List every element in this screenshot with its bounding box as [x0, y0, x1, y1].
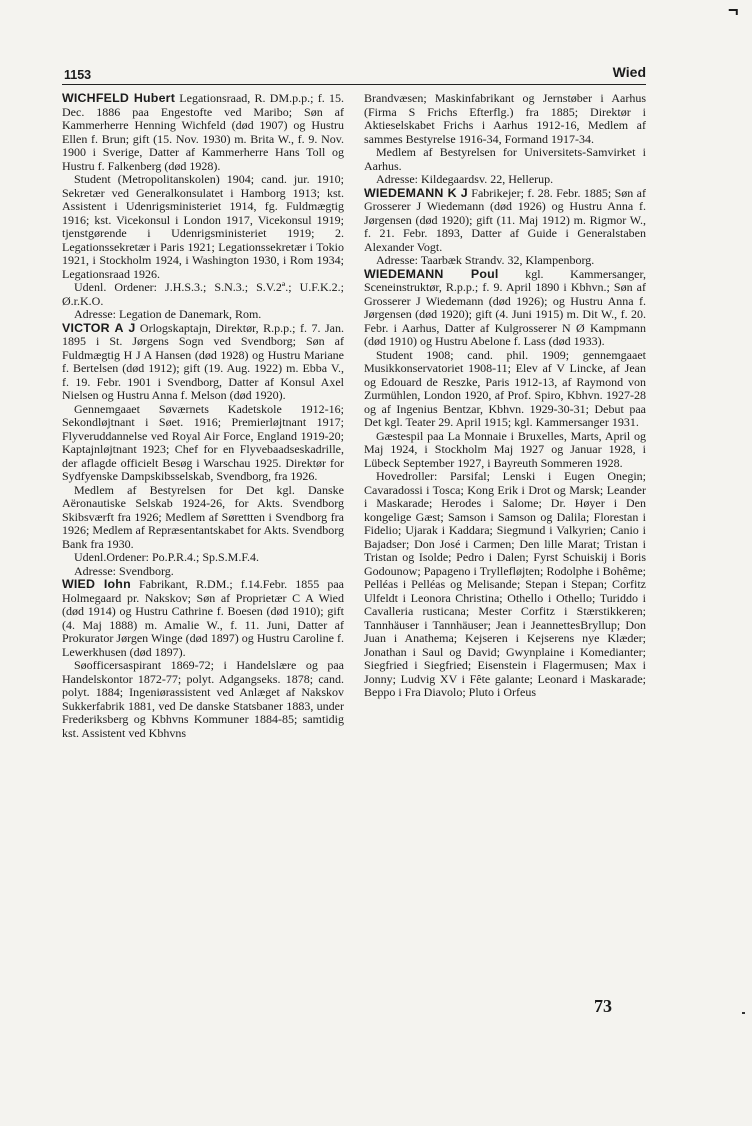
- entry-text: Adresse: Taarbæk Strandv. 32, Klampenborg.: [376, 253, 595, 267]
- entry-text: kgl. Kammersanger, Sceneinstruktør, R.p.p.; f. 9. April 1890 i Kbhvn.; Søn af Grosserer J Wiedemann (død 1926); og Hustru Anna f. Jørgensen (død 1920); gift (4. Juni 1915) m. Dit W., f. 20. Febr. i Aarhus, Datter af Kulgrosserer N Ø Kampmann (død 1910) og Hustru Abelone f. Lass (død 1933).: [364, 266, 646, 348]
- entry-text: Adresse: Kildegaardsv. 22, Hellerup.: [376, 172, 554, 186]
- entry-headword: WIEDEMANN K J: [364, 185, 468, 200]
- entry-text: Udenl.Ordener: Po.P.R.4.; Sp.S.M.F.4.: [74, 550, 260, 564]
- entry-intro: [364, 268, 646, 349]
- entry-paragraph: [364, 430, 646, 471]
- entry-text: Adresse: Svendborg.: [74, 563, 174, 578]
- entry-headword: WIEDEMANN Poul: [364, 266, 499, 281]
- print-speck: [742, 1012, 745, 1014]
- entry-text: Gæstespil paa La Monnaie i Bruxelles, Marts, April og Maj 1924, i Stockholm Maj 1927 og Januar 1928, i Lübeck September 1927, i Bayreuth Sommeren 1928.: [364, 428, 646, 470]
- entry-intro: [62, 578, 344, 659]
- directory-entry: [62, 322, 344, 579]
- entry-intro: [364, 92, 646, 146]
- entry-text: Student (Metropolitanskolen) 1904; cand. jur. 1910; Sekretær ved Generalkonsulatet i Hamborg 1913; kst. Assistent i Udenrigsministeriet 1914, fg. Fuldmægtig 1916; kst. Vicekonsul i London 1917, Vicekonsul 1919; tjenstgørende i Udenrigsministeriet 1919; 2. Legationssekretær i Paris 1921; Legationssekretær i Tokio 1921, i Stockholm 1924, i Washington 1930, i Rom 1934; Legationsraad 1926.: [62, 172, 344, 281]
- entry-text: Udenl. Ordener: J.H.S.3.; S.N.3.; S.V.2ª.; U.F.K.2.; Ø.r.K.O.: [62, 280, 344, 308]
- header-rule: [62, 84, 646, 85]
- running-head: Wied: [612, 64, 646, 80]
- entry-paragraph: [62, 659, 344, 740]
- directory-entry: [364, 92, 646, 187]
- entry-paragraph: [364, 470, 646, 700]
- entry-text: Adresse: Legation de Danemark, Rom.: [74, 307, 262, 321]
- corner-mark: ¬: [728, 0, 739, 20]
- directory-entry: [62, 578, 344, 740]
- entry-paragraph: [62, 484, 344, 552]
- entry-text: Hovedroller: Parsifal; Lenski i Eugen Onegin; Cavaradossi i Tosca; Kong Erik i Drot og Marsk; Leander i Maskarade; Herodes i Salome; Dr. Høyer i Den kongelige Gæst; Samson i Samson og Dalila; Florestan i Fidelio; Ujarak i Kaddara; Siegmund i Valkyrien; Canio i Bajadser; Don José i Carmen; Den lille Marat; Tristan i Tristan og Isolde; Pedro i Dalen; Fyrst Schuiskij i Boris Godounow; Papageno i Tryllefløjten; Rodolphe i Bohême; Pelléas i Pelléas og Melisande; Stepan i Stepan; Corfitz Ulfeldt i Leonora Christina; Othello i Othello; Turiddo i Cavalleria rusticana; Mester Corfitz i Stærstikkeren; Tannhäuser i Tannhäuser; Jean i JeannettesBryllup; Don Juan i Anathema; Kejseren i Kejserens nye Klæder; Jonathan i Saul og David; Gwynplaine i Komedianter; Siegfried i Siegfried; Eisenstein i Flagermusen; Max i Jonny; Ludvig XV i Fête galante; Leonard i Maskarade; Beppo i Fra Diavolo; Pluto i Orfeus: [364, 469, 646, 699]
- entry-text: Søofficersaspirant 1869-72; i Handelslære og paa Handelskontor 1872-77; polyt. Adgangseks. 1878; cand. polyt. 1884; Ingeniørassistent ved Anlæget af Nakskov Sukkerfabrik 1881, ved De danske Statsbaner 1883, under Frederiksberg og Kbhvns Kommuner 1884-85; samtidig kst. Assistent ved Kbhvns: [62, 658, 344, 740]
- page-number: 1153: [64, 68, 92, 82]
- entry-text: Fabrikejer; f. 28. Febr. 1885; Søn af Grosserer J Wiedemann (død 1926) og Hustru Anna f. Jørgensen (død 1920); gift (11. Maj 1912) m. Rigmor W., f. 21. Febr. 1893, Datter af Guide i Generalstaben Alexander Vogt.: [364, 185, 646, 254]
- entry-text: Fabrikant, R.DM.; f.14.Febr. 1855 paa Holmegaard pr. Nakskov; Søn af Proprietær C A Wied (død 1914) og Hustru Cathrine f. Boesen (død 1910); gift (4. Maj 1888) m. Amalie W., f. 11. Juni, Datter af Prokurator Jørgen Winge (død 1897) og Hustru Caroline f. Lewerkhusen (død 1897).: [62, 577, 344, 659]
- entry-text: Medlem af Bestyrelsen for Universitets-Samvirket i Aarhus.: [364, 145, 646, 173]
- entry-text: Medlem af Bestyrelsen for Det kgl. Danske Aëronautiske Selskab 1924-26, for Akts. Svendborg Skibsværft fra 1926; Medlem af Sørettten i Svendborg fra 1926; Medlem af Repræsentantskabet for Akts. Svendborg Bank fra 1930.: [62, 482, 344, 551]
- entry-text: Legationsraad, R. DM.p.p.; f. 15. Dec. 1886 paa Engestofte ved Maribo; Søn af Kammerherre Henning Wichfeld (død 1907) og Hustru Ellen f. Brun; gift (15. Nov. 1930) m. Brita W., f. 9. Nov. 1900 i Sverige, Datter af Kammerherre Hans Toll og Hustru f. Falkenberg (død 1928).: [62, 91, 344, 173]
- entry-paragraph: [62, 281, 344, 308]
- entry-text: Gennemgaaet Søværnets Kadetskole 1912-16; Sekondløjtnant i Søet. 1916; Premierløjtnant 1917; Flyveruddannelse ved Royal Air Force, England 1919-20; Kaptajnløjtnant 1923; Chef for en Flyvebaadseskadrille, der aflagde officielt Besøg i Warschau 1925. Direktør for Sydfyenske Dampskibsselskab, Svendborg, fra 1926.: [62, 401, 344, 483]
- left-column: [62, 92, 344, 740]
- entry-intro: [62, 322, 344, 403]
- entry-paragraph: [364, 349, 646, 430]
- entry-paragraph: [364, 146, 646, 173]
- entry-paragraph: [62, 308, 344, 322]
- entry-paragraph: [62, 173, 344, 281]
- entry-intro: [62, 92, 344, 173]
- entry-paragraph: [364, 254, 646, 268]
- entry-paragraph: [364, 173, 646, 187]
- entry-headword: VICTOR A J: [62, 320, 136, 335]
- entry-headword: WICHFELD Hubert: [62, 91, 176, 105]
- entry-paragraph: [62, 551, 344, 565]
- entry-paragraph: [62, 403, 344, 484]
- entry-text: Brandvæsen; Maskinfabrikant og Jernstøber i Aarhus (Firma S Frichs Efterflg.) fra 1885; Direktør i Aktieselskabet Frichs i Aarhus 1912-16, Medlem af sammes Bestyrelse 1916-34, Formand 1917-34.: [364, 91, 646, 146]
- directory-entry: [364, 187, 646, 268]
- sheet-signature: 73: [594, 996, 612, 1016]
- entry-headword: WIED Iohn: [62, 577, 131, 591]
- entry-text: Orlogskaptajn, Direktør, R.p.p.; f. 7. Jan. 1895 i St. Jørgens Sogn ved Svendborg; Søn af Fuldmægtig H J A Hansen (død 1928) og Hustru Mariane f. Bertelsen (død 1912); gift (19. Aug. 1922) m. Ebba V., f. 19. Febr. 1901 i Svendborg, Datter af Konsul Axel Nielsen og Hustru Anna f. Melson (død 1920).: [62, 320, 344, 402]
- entry-text: Student 1908; cand. phil. 1909; gennemgaaet Musikkonservatoriet 1908-11; Elev af V Lincke, af Jean og Edouard de Reszke, Paris 1912-13, af Raymond von Zurmühlen, London 1920, af Prof. Spiro, Kbhvn. 1927-28 og af Ingenius Bentzar, Kbhvn. 1929-30-31; Debut paa Det kgl. Teater 29. April 1915; kgl. Kammersanger 1931.: [364, 347, 646, 429]
- entry-intro: [364, 187, 646, 255]
- directory-entry: [364, 268, 646, 700]
- right-column: [364, 92, 646, 700]
- entry-paragraph: [62, 565, 344, 579]
- directory-entry: [62, 92, 344, 322]
